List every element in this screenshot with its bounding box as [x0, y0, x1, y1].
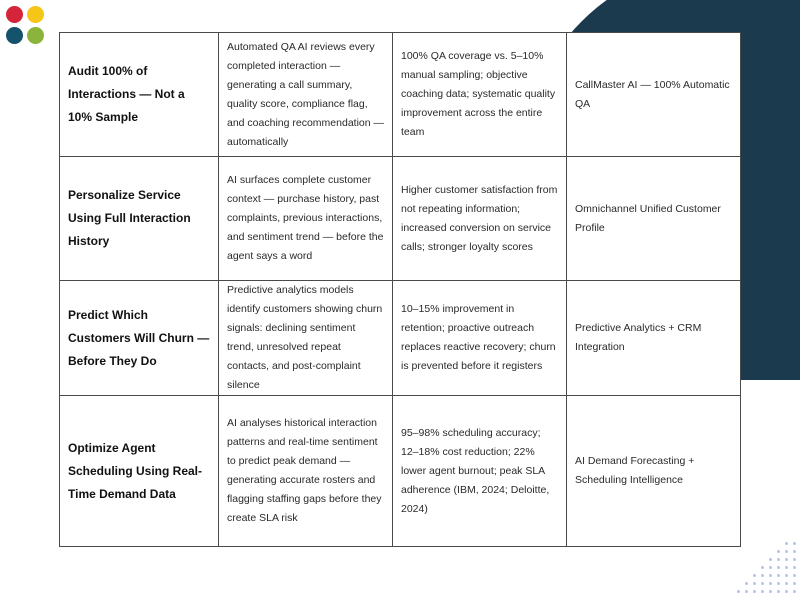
- decorative-dot: [761, 574, 764, 577]
- decorative-dot: [793, 558, 796, 561]
- decorative-dot: [753, 582, 756, 585]
- decorative-dot: [769, 590, 772, 593]
- decorative-dot: [777, 582, 780, 585]
- row-impact: 10–15% improvement in retention; proactive outreach replaces reactive recovery; churn is prevented before it registers: [393, 281, 567, 396]
- row-solution: Omnichannel Unified Customer Profile: [567, 157, 741, 281]
- decorative-dot: [785, 566, 788, 569]
- row-approach: Automated QA AI reviews every completed interaction — generating a call summary, quality score, compliance flag, and coaching recommendation — automatically: [219, 33, 393, 157]
- decorative-dot: [777, 558, 780, 561]
- table-row: [60, 396, 741, 547]
- decorative-dot: [785, 550, 788, 553]
- logo-dot-green: [27, 27, 44, 44]
- logo-dot-red: [6, 6, 23, 23]
- decorative-dot: [777, 574, 780, 577]
- decorative-dot: [769, 582, 772, 585]
- table-row: [60, 157, 741, 281]
- row-solution: AI Demand Forecasting + Scheduling Intelligence: [567, 396, 741, 547]
- decorative-dot: [793, 582, 796, 585]
- table-row: [60, 33, 741, 157]
- decorative-dot: [761, 566, 764, 569]
- decorative-dot: [785, 590, 788, 593]
- decorative-dot: [793, 550, 796, 553]
- decorative-dot: [777, 566, 780, 569]
- table-row: [60, 281, 741, 396]
- decorative-dot: [761, 590, 764, 593]
- row-approach: Predictive analytics models identify customers showing churn signals: declining sentiment trend, unresolved repeat contacts, and post-complaint silence: [219, 281, 393, 396]
- decorative-dot: [761, 582, 764, 585]
- row-solution: CallMaster AI — 100% Automatic QA: [567, 33, 741, 157]
- decorative-dot: [769, 574, 772, 577]
- logo-dot-teal: [6, 27, 23, 44]
- decorative-dot: [785, 574, 788, 577]
- row-approach: AI surfaces complete customer context — purchase history, past complaints, previous interactions, and sentiment trend — before the agent says a word: [219, 157, 393, 281]
- decorative-dot: [785, 582, 788, 585]
- decorative-dot: [769, 558, 772, 561]
- decorative-dot: [745, 582, 748, 585]
- decorative-dot-grid: [735, 540, 800, 600]
- decorative-dot: [785, 542, 788, 545]
- decorative-dot: [737, 590, 740, 593]
- decorative-dot: [793, 590, 796, 593]
- row-title: Audit 100% of Interactions — Not a 10% Sample: [60, 33, 219, 157]
- decorative-dot: [745, 590, 748, 593]
- row-title: Predict Which Customers Will Churn — Before They Do: [60, 281, 219, 396]
- decorative-dot: [753, 590, 756, 593]
- decorative-dot: [793, 574, 796, 577]
- comparison-table: [59, 32, 741, 547]
- row-title: Optimize Agent Scheduling Using Real-Time Demand Data: [60, 396, 219, 547]
- decorative-dot: [777, 590, 780, 593]
- row-impact: 100% QA coverage vs. 5–10% manual sampling; objective coaching data; systematic quality improvement across the entire team: [393, 33, 567, 157]
- row-solution: Predictive Analytics + CRM Integration: [567, 281, 741, 396]
- row-approach: AI analyses historical interaction patterns and real-time sentiment to predict peak demand — generating accurate rosters and flagging staffing gaps before they create SLA risk: [219, 396, 393, 547]
- decorative-dot: [777, 550, 780, 553]
- decorative-dot: [769, 566, 772, 569]
- row-impact: Higher customer satisfaction from not repeating information; increased conversion on service calls; stronger loyalty scores: [393, 157, 567, 281]
- decorative-dot: [753, 574, 756, 577]
- decorative-dot: [785, 558, 788, 561]
- logo-dot-yellow: [27, 6, 44, 23]
- decorative-dot: [793, 542, 796, 545]
- row-title: Personalize Service Using Full Interaction History: [60, 157, 219, 281]
- logo: [6, 6, 46, 46]
- row-impact: 95–98% scheduling accuracy; 12–18% cost reduction; 22% lower agent burnout; peak SLA adherence (IBM, 2024; Deloitte, 2024): [393, 396, 567, 547]
- decorative-dot: [793, 566, 796, 569]
